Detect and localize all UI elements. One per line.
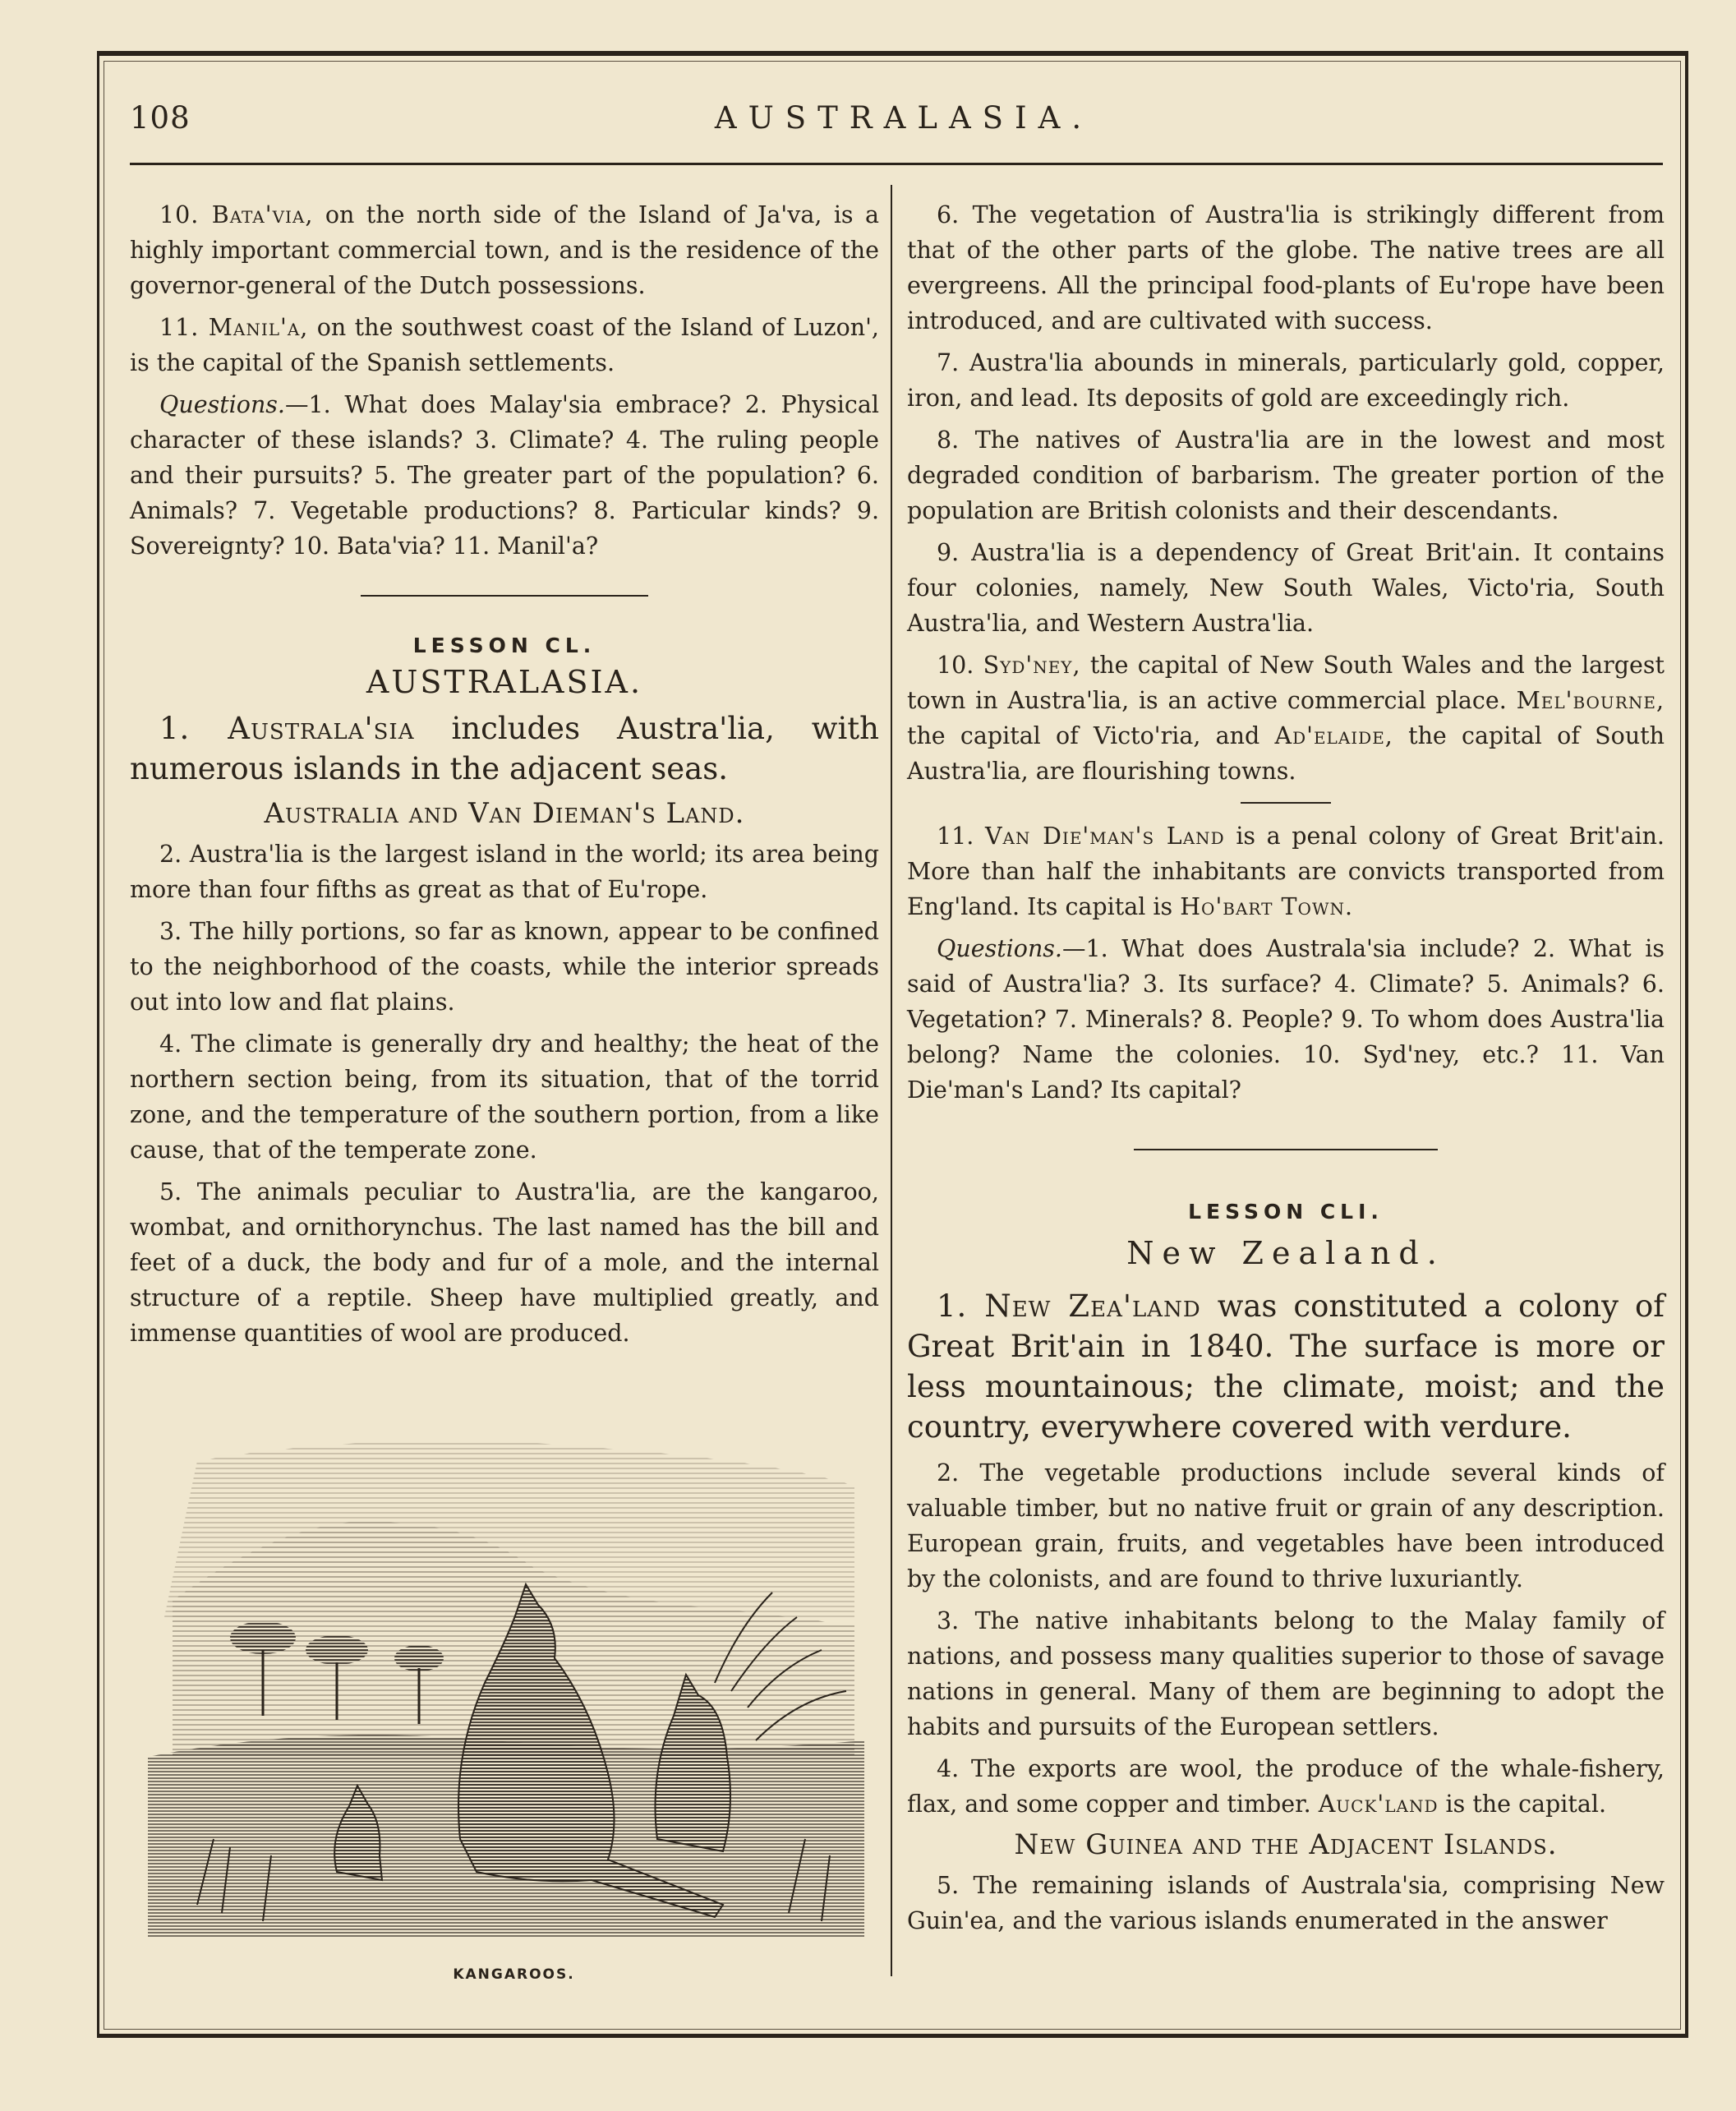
paragraph-6: 6. The vegetation of Austra'lia is strikingly different from that of the other parts of the globe. The native trees are all evergreens. All the principal food-plants of Eu'rope have been introduced, and are cultivated with success. bbox=[907, 201, 1665, 334]
subheading: New Guinea and the Adjacent Islands. bbox=[1014, 1828, 1558, 1861]
paragraph-7: 7. Austra'lia abounds in minerals, particularly gold, copper, iron, and lead. Its deposits of gold are exceedingly rich. bbox=[907, 349, 1665, 412]
place-van-diemans-land: Van Die'man's Land bbox=[984, 823, 1225, 850]
place-australasia: 1. Australa'sia bbox=[159, 711, 415, 746]
paragraph-text: 4. The exports are wool, the produce of the whale-fishery, flax, and some copper and timber. bbox=[907, 1755, 1665, 1818]
paragraph-10-towns bbox=[907, 648, 1665, 789]
right-column bbox=[907, 197, 1665, 1945]
section-rule bbox=[1241, 802, 1331, 804]
place-auckland: Auck'land bbox=[1318, 1791, 1439, 1818]
left-column bbox=[130, 197, 879, 1357]
paragraph-text: on the north side of the Island of Ja'va, is a highly important commercial town, and is the residence of the governor-general of the Dutch possessions. bbox=[130, 201, 879, 299]
paragraph-text: the capital of New South Wales and the largest town in Austra'lia, is an active commercial place. bbox=[907, 652, 1665, 714]
paragraph-10-batavia bbox=[130, 197, 879, 303]
page-number: 108 bbox=[130, 100, 191, 136]
kangaroo-engraving bbox=[148, 1412, 864, 1938]
lesson-title: New Zealand. bbox=[1126, 1235, 1445, 1271]
paragraph-5: 5. The animals peculiar to Austra'lia, are the kangaroo, wombat, and ornithorynchus. The last named has the bill and feet of a duck, the body and fur of a mole, and the internal structure of a reptile. Sheep have multiplied greatly, and immense quantities of wool are produced. bbox=[130, 1178, 879, 1347]
paragraph-5: 5. The remaining islands of Australa'sia, comprising New Guin'ea, and the various islands enumerated in the answer bbox=[907, 1872, 1665, 1934]
paragraph-text: was constituted a colony of Great Brit'ain in 1840. The surface is more or less mountainous; the climate, moist; and the country, everywhere covered with verdure. bbox=[907, 1288, 1665, 1445]
paragraph-text: 10. bbox=[937, 652, 983, 679]
paragraph-text: includes Austra'lia, with numerous islands in the adjacent seas. bbox=[130, 711, 879, 786]
paragraph-text: is the capital. bbox=[1438, 1791, 1607, 1818]
paragraph-text: 11. bbox=[937, 823, 985, 850]
paragraph-text: the capital of Victo'ria, and bbox=[907, 722, 1275, 749]
running-head: AUSTRALASIA. bbox=[714, 100, 1094, 136]
place-new-zealand: 1. New Zea'land bbox=[937, 1288, 1201, 1324]
paragraph-text: on the southwest coast of the Island of Luzon', is the capital of the Spanish settlements. bbox=[130, 314, 879, 376]
place-sydney: Syd'ney, bbox=[983, 652, 1081, 679]
paragraph-11-manila bbox=[130, 310, 879, 380]
lesson-title: AUSTRALASIA. bbox=[366, 664, 643, 700]
paragraph-3: 3. The hilly portions, so far as known, appear to be confined to the neighborhood of the coasts, while the interior spreads out into low and flat plains. bbox=[130, 918, 879, 1016]
paragraph-11-van-diemans-land bbox=[907, 818, 1665, 924]
questions-malaysia bbox=[130, 387, 879, 564]
paragraph-2: 2. Austra'lia is the largest island in the world; its area being more than four fifths as great as that of Eu'rope. bbox=[130, 841, 879, 903]
paragraph-4 bbox=[907, 1751, 1665, 1822]
place-adelaide: Ad'elaide, bbox=[1274, 722, 1393, 749]
paragraph-8: 8. The natives of Austra'lia are in the lowest and most degraded condition of barbarism. The greater portion of the population are British colonists and their descendants. bbox=[907, 426, 1665, 524]
place-hobart-town: Ho'bart Town. bbox=[1180, 893, 1354, 920]
paragraph-4: 4. The climate is generally dry and healthy; the heat of the northern section being, from its situation, that of the torrid zone, and the temperature of the southern portion, from a like cause, that of the temperate zone. bbox=[130, 1030, 879, 1164]
column-divider bbox=[891, 185, 892, 1976]
place-melbourne: Mel'bourne, bbox=[1516, 687, 1665, 714]
lead-paragraph bbox=[130, 708, 879, 789]
image-caption: KANGAROOS. bbox=[453, 1966, 575, 1983]
questions-australasia bbox=[907, 931, 1665, 1108]
paragraph-3: 3. The native inhabitants belong to the Malay family of nations, and possess many qualities superior to those of savage nations in general. Many of them are beginning to adopt the habits and pursuits of the European settlers. bbox=[907, 1607, 1665, 1740]
paragraph-text: is a penal colony of Great Brit'ain. More than half the inhabitants are convicts transported from Eng'land. Its capital is bbox=[907, 823, 1665, 920]
lesson-label: LESSON CL. bbox=[412, 634, 596, 657]
place-batavia: 10. Bata'via, bbox=[159, 201, 314, 228]
questions-label: Questions. bbox=[159, 391, 285, 418]
section-rule bbox=[361, 595, 648, 597]
header-rule bbox=[130, 163, 1663, 165]
questions-text: —1. What does Malay'sia embrace? 2. Physical character of these islands? 3. Climate? 4. The ruling people and their pursuits? 5. The greater part of the population? 6. Animals? 7. Vegetable productions? 8. Particular kinds? 9. Sovereignty? 10. Bata'via? 11. Manil'a? bbox=[130, 391, 879, 560]
subheading: Australia and Van Dieman's Land. bbox=[264, 797, 745, 830]
lesson-label: LESSON CLI. bbox=[1188, 1200, 1384, 1224]
place-manila: 11. Manil'a, bbox=[159, 314, 309, 341]
lead-paragraph bbox=[907, 1286, 1665, 1447]
questions-label: Questions. bbox=[937, 935, 1062, 962]
paragraph-2: 2. The vegetable productions include several kinds of valuable timber, but no native fruit or grain of any description. European grain, fruits, and vegetables have been introduced by the colonists, and are found to thrive luxuriantly. bbox=[907, 1459, 1665, 1592]
paragraph-text: the capital of South Austra'lia, are flourishing towns. bbox=[907, 722, 1665, 785]
questions-text: —1. What does Australa'sia include? 2. What is said of Austra'lia? 3. Its surface? 4. Climate? 5. Animals? 6. Vegetation? 7. Minerals? 8. People? 9. To whom does Austra'lia belong? Name the colonies. 10. Syd'ney, etc.? 11. Van Die'man's Land? Its capital? bbox=[907, 935, 1665, 1104]
paragraph-9: 9. Austra'lia is a dependency of Great Brit'ain. It contains four colonies, namely, New South Wales, Victo'ria, South Austra'lia, and Western Austra'lia. bbox=[907, 539, 1665, 637]
section-rule bbox=[1134, 1149, 1438, 1150]
